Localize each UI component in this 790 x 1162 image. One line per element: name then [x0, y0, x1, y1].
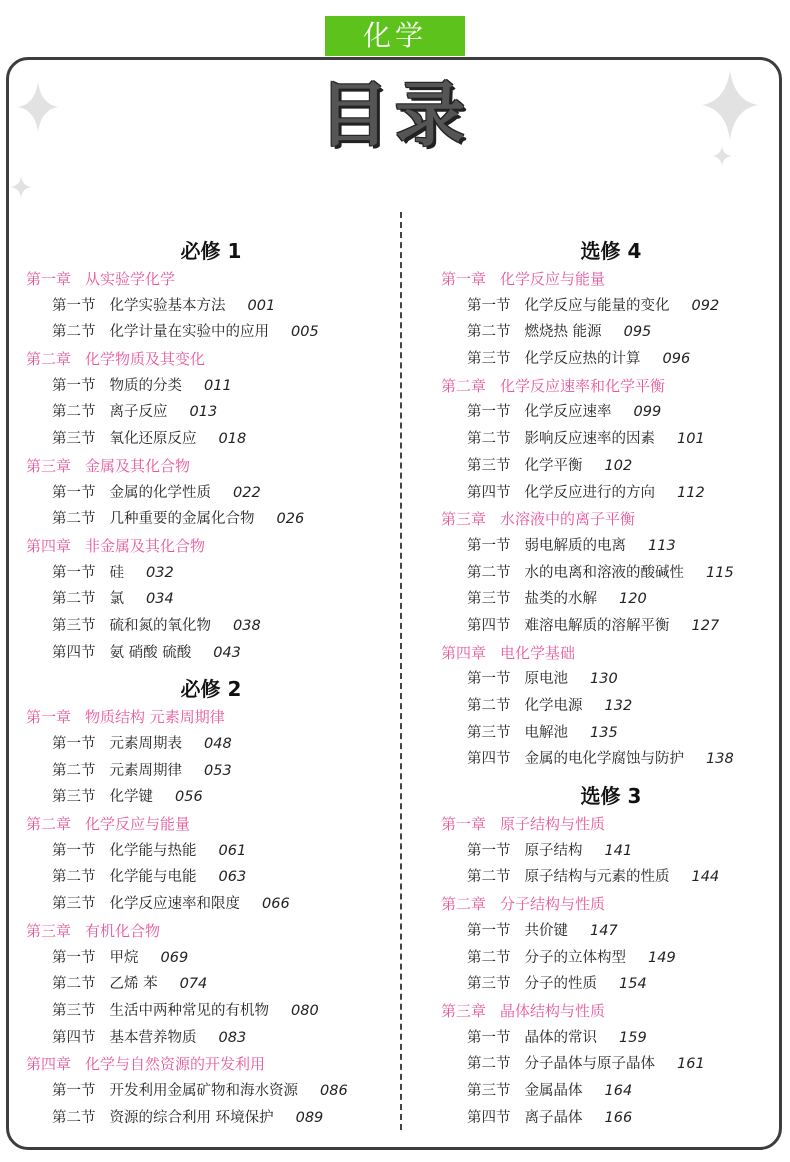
section-title: 金属的电化学腐蚀与防护	[524, 751, 684, 768]
section-title: 化学反应与能量的变化	[524, 297, 670, 314]
toc-entry	[26, 640, 396, 667]
section-title: 硫和氮的氧化物	[109, 617, 211, 634]
section-title: 水的电离和溶液的酸碱性	[524, 564, 684, 581]
chapter-number: 第三章	[26, 921, 72, 940]
section-number: 第一节	[467, 922, 511, 939]
chapter-number: 第二章	[26, 350, 72, 369]
toc-entry	[441, 945, 781, 972]
toc-entry	[441, 399, 781, 426]
section-title: 化学反应热的计算	[524, 351, 641, 368]
chapter-number: 第三章	[441, 510, 487, 529]
toc-entry	[26, 998, 396, 1025]
page-number: 063	[218, 869, 247, 886]
section-heading: 必修 1	[180, 239, 242, 263]
section-number: 第二节	[467, 324, 511, 341]
section-title: 晶体的常识	[524, 1029, 597, 1046]
toc-entry	[26, 891, 396, 918]
section-number: 第二节	[52, 762, 96, 779]
page-number: 061	[218, 842, 247, 859]
page-number: 013	[189, 404, 218, 421]
section-title: 影响反应速率的因素	[524, 431, 655, 448]
section-number: 第二节	[52, 511, 96, 528]
toc-entry	[26, 1105, 396, 1132]
section-number: 第二节	[467, 1056, 511, 1073]
chapter-heading	[441, 373, 781, 400]
section-number: 第二节	[467, 949, 511, 966]
section-title: 乙烯 苯	[109, 976, 158, 993]
page-number: 113	[648, 537, 676, 554]
toc-entry	[441, 426, 781, 453]
page-number: 066	[262, 896, 290, 913]
section-heading: 选修 3	[580, 784, 642, 809]
toc-entry	[441, 1078, 781, 1105]
section-number: 第一节	[52, 949, 96, 966]
chapter-title: 物质结构 元素周期律	[85, 708, 225, 727]
section-number: 第三节	[467, 351, 511, 368]
section-title: 化学反应进行的方向	[524, 484, 655, 501]
section-number: 第二节	[467, 698, 511, 714]
chapter-number: 第四章	[26, 1055, 72, 1074]
section-number: 第一节	[467, 842, 511, 859]
page-number: 144	[691, 869, 720, 886]
chapter-number: 第二章	[441, 895, 487, 914]
chapter-number: 第一章	[441, 270, 487, 288]
section-number: 第四节	[467, 617, 511, 634]
section-number: 第三节	[52, 617, 96, 634]
section-number: 第三节	[467, 976, 511, 993]
toc-entry	[441, 346, 781, 373]
toc-entry	[26, 560, 396, 587]
toc-entry	[441, 453, 781, 480]
section-number: 第三节	[52, 789, 96, 806]
page-number: 161	[677, 1056, 705, 1073]
page-number: 120	[619, 591, 647, 608]
toc-entry	[26, 864, 396, 891]
page-number: 086	[320, 1082, 348, 1099]
section-title: 化学计量在实验中的应用	[109, 324, 269, 341]
chapter-heading	[26, 533, 396, 560]
chapter-number: 第一章	[441, 815, 487, 834]
toc-right-column	[441, 236, 781, 1131]
chapter-heading	[26, 1051, 396, 1078]
page-number: 102	[604, 457, 633, 474]
chapter-title: 原子结构与性质	[500, 815, 606, 834]
section-number: 第一节	[467, 671, 511, 688]
toc-entry	[441, 918, 781, 945]
chapter-title: 化学反应与能量	[85, 815, 191, 834]
section-title: 分子晶体与原子晶体	[524, 1056, 655, 1073]
page-number: 069	[160, 949, 189, 966]
section-number: 第二节	[467, 431, 511, 448]
section-title: 原子结构	[524, 842, 583, 859]
page-number: 022	[233, 484, 261, 501]
section-title: 离子反应	[109, 404, 168, 421]
toc-entry	[26, 758, 396, 785]
section-number: 第三节	[52, 896, 96, 913]
page-number: 154	[619, 976, 647, 993]
chapter-number: 第四章	[441, 643, 487, 662]
page-number: 083	[218, 1029, 247, 1046]
chapter-title: 有机化合物	[85, 921, 161, 940]
section-title: 氧化还原反应	[109, 431, 197, 448]
toc-entry	[26, 293, 396, 320]
toc-entry	[441, 1051, 781, 1078]
chapter-heading	[26, 266, 396, 293]
section-title: 物质的分类	[109, 377, 182, 394]
section-title: 难溶电解质的溶解平衡	[524, 617, 670, 634]
chapter-number: 第一章	[26, 270, 72, 288]
page-number: 092	[691, 297, 720, 314]
section-number: 第一节	[52, 377, 96, 394]
toc-entry	[26, 506, 396, 533]
chapter-heading	[441, 640, 781, 667]
page-number: 018	[218, 431, 247, 448]
section-title: 硅	[109, 564, 124, 581]
section-number: 第二节	[467, 869, 511, 886]
page-number: 135	[590, 724, 618, 741]
sparkle-icon	[700, 70, 760, 140]
section-gap	[26, 666, 396, 674]
section-title: 化学反应速率和限度	[109, 896, 240, 913]
section-number: 第一节	[52, 564, 96, 581]
page-number: 138	[706, 751, 734, 768]
section-number: 第一节	[467, 297, 511, 314]
chapter-title: 分子结构与性质	[500, 895, 606, 914]
section-title: 分子的性质	[524, 976, 597, 993]
page-number: 159	[619, 1029, 647, 1046]
section-number: 第三节	[467, 591, 511, 608]
toc-entry	[26, 373, 396, 400]
page-title: 目录	[319, 74, 471, 156]
toc-entry	[441, 971, 781, 998]
section-title: 化学反应速率	[524, 404, 612, 421]
page-number: 038	[233, 617, 261, 634]
section-number: 第三节	[467, 457, 511, 474]
section-number: 第一节	[52, 297, 96, 314]
chapter-title: 从实验学化学	[85, 270, 176, 288]
chapter-heading	[26, 704, 396, 731]
chapter-number: 第三章	[441, 1001, 487, 1020]
page-number: 048	[204, 736, 232, 752]
section-gap	[441, 773, 781, 781]
section-title: 金属的化学性质	[109, 484, 211, 501]
section-number: 第二节	[52, 869, 96, 886]
section-number: 第四节	[467, 1109, 511, 1126]
chapter-heading	[26, 811, 396, 838]
chapter-title: 水溶液中的离子平衡	[500, 510, 636, 529]
section-number: 第一节	[52, 736, 96, 752]
page-number: 026	[276, 511, 305, 528]
chapter-heading	[26, 453, 396, 480]
page-number: 112	[677, 484, 705, 501]
section-title: 氨 硝酸 硫酸	[109, 644, 192, 661]
toc-entry	[26, 731, 396, 758]
chapter-heading	[441, 506, 781, 533]
page-number: 164	[604, 1082, 633, 1099]
page-number: 095	[623, 324, 652, 341]
section-number: 第二节	[52, 976, 96, 993]
toc-entry	[26, 586, 396, 613]
section-title: 元素周期律	[109, 762, 182, 779]
section-number: 第一节	[467, 1029, 511, 1046]
section-heading: 必修 2	[180, 677, 242, 702]
page-number: 149	[648, 949, 676, 966]
section-title: 盐类的水解	[524, 591, 597, 608]
section-title: 电解池	[524, 724, 568, 741]
chapter-title: 金属及其化合物	[85, 456, 191, 475]
toc-entry	[26, 426, 396, 453]
section-number: 第一节	[52, 842, 96, 859]
toc-entry	[26, 945, 396, 972]
section-number: 第一节	[52, 484, 96, 501]
section-number: 第三节	[467, 724, 511, 741]
chapter-title: 化学与自然资源的开发利用	[85, 1055, 266, 1074]
sparkle-small-icon	[712, 146, 732, 166]
section-number: 第三节	[52, 1002, 96, 1019]
chapter-number: 第四章	[26, 536, 72, 555]
section-title: 氯	[109, 591, 124, 608]
page-number: 001	[247, 297, 276, 314]
section-title: 离子晶体	[524, 1109, 583, 1126]
section-number: 第三节	[467, 1082, 511, 1099]
toc-entry	[441, 293, 781, 320]
toc-entry	[441, 1025, 781, 1052]
chapter-number: 第二章	[441, 376, 487, 395]
page-number: 127	[691, 617, 720, 634]
chapter-number: 第三章	[26, 456, 72, 475]
toc-entry	[26, 784, 396, 811]
toc-entry	[26, 838, 396, 865]
section-number: 第一节	[52, 1082, 96, 1099]
toc-entry	[26, 1025, 396, 1052]
toc-entry	[441, 693, 781, 720]
toc-entry	[441, 560, 781, 587]
sparkle-icon	[18, 82, 58, 132]
section-title: 甲烷	[109, 949, 139, 966]
sparkle-small-icon	[10, 176, 32, 198]
section-number: 第一节	[467, 404, 511, 421]
section-title: 基本营养物质	[109, 1029, 197, 1046]
page-number: 130	[590, 671, 618, 688]
section-title: 共价键	[524, 922, 568, 939]
column-divider	[400, 212, 402, 1130]
toc-entry	[441, 586, 781, 613]
toc-entry	[441, 746, 781, 773]
section-title: 分子的立体构型	[524, 949, 626, 966]
page-number: 101	[677, 431, 705, 448]
toc-entry	[441, 1105, 781, 1132]
section-number: 第四节	[52, 644, 96, 661]
section-title: 金属晶体	[524, 1082, 583, 1099]
chapter-heading	[441, 891, 781, 918]
toc-entry	[26, 1078, 396, 1105]
page-number: 074	[179, 976, 208, 993]
section-title: 化学能与电能	[109, 869, 197, 886]
chapter-title: 化学反应速率和化学平衡	[500, 376, 666, 395]
subject-tag: 化学	[325, 16, 465, 56]
section-title: 开发利用金属矿物和海水资源	[109, 1082, 298, 1099]
toc-entry	[441, 864, 781, 891]
chapter-title: 晶体结构与性质	[500, 1001, 606, 1020]
page-number: 034	[146, 591, 174, 608]
section-title: 燃烧热 能源	[524, 324, 602, 341]
section-number: 第二节	[52, 591, 96, 608]
chapter-number: 第二章	[26, 815, 72, 834]
page-number: 096	[662, 351, 691, 368]
section-number: 第三节	[52, 431, 96, 448]
chapter-heading	[441, 266, 781, 293]
chapter-title: 化学反应与能量	[500, 270, 606, 288]
section-number: 第四节	[52, 1029, 96, 1046]
section-heading: 选修 4	[580, 239, 642, 263]
toc-entry	[441, 319, 781, 346]
toc-entry	[26, 319, 396, 346]
page-number: 043	[213, 644, 241, 661]
toc-left-column	[26, 236, 396, 1131]
page-number: 032	[146, 564, 174, 581]
chapter-heading	[26, 918, 396, 945]
toc-entry	[441, 666, 781, 693]
section-title: 资源的综合利用 环境保护	[109, 1109, 274, 1126]
toc-entry	[441, 720, 781, 747]
toc-entry	[441, 533, 781, 560]
section-title: 几种重要的金属化合物	[109, 511, 255, 528]
page-number: 166	[604, 1109, 633, 1126]
page-number: 147	[590, 922, 618, 939]
page-number: 053	[204, 762, 232, 779]
chapter-title: 化学物质及其变化	[85, 350, 206, 369]
chapter-title: 非金属及其化合物	[85, 536, 206, 555]
toc-entry	[26, 613, 396, 640]
section-title: 原电池	[524, 671, 568, 688]
toc-entry	[441, 838, 781, 865]
chapter-heading	[26, 346, 396, 373]
page-number: 141	[604, 842, 633, 859]
chapter-title: 电化学基础	[500, 643, 576, 662]
chapter-heading	[441, 811, 781, 838]
section-number: 第二节	[467, 564, 511, 581]
section-title: 元素周期表	[109, 736, 182, 752]
chapter-heading	[441, 998, 781, 1025]
page-number: 099	[633, 404, 662, 421]
page-number: 089	[295, 1109, 324, 1126]
section-number: 第四节	[467, 751, 511, 768]
page-number: 115	[706, 564, 734, 581]
section-number: 第二节	[52, 324, 96, 341]
toc-entry	[441, 613, 781, 640]
toc-entry	[441, 480, 781, 507]
section-number: 第二节	[52, 404, 96, 421]
section-title: 化学键	[109, 789, 153, 806]
section-number: 第四节	[467, 484, 511, 501]
section-number: 第一节	[467, 537, 511, 554]
toc-entry	[26, 971, 396, 998]
section-title: 生活中两种常见的有机物	[109, 1002, 269, 1019]
page-number: 056	[175, 789, 203, 806]
page-number: 132	[604, 698, 633, 714]
page-number: 005	[291, 324, 319, 341]
section-title: 化学平衡	[524, 457, 583, 474]
toc-entry	[26, 399, 396, 426]
section-title: 化学能与热能	[109, 842, 197, 859]
toc-entry	[26, 480, 396, 507]
chapter-number: 第一章	[26, 708, 72, 727]
section-title: 化学电源	[524, 698, 583, 714]
section-title: 化学实验基本方法	[109, 297, 226, 314]
page-number: 080	[291, 1002, 319, 1019]
section-number: 第二节	[52, 1109, 96, 1126]
section-title: 原子结构与元素的性质	[524, 869, 670, 886]
section-title: 弱电解质的电离	[524, 537, 626, 554]
page-number: 011	[204, 377, 232, 394]
